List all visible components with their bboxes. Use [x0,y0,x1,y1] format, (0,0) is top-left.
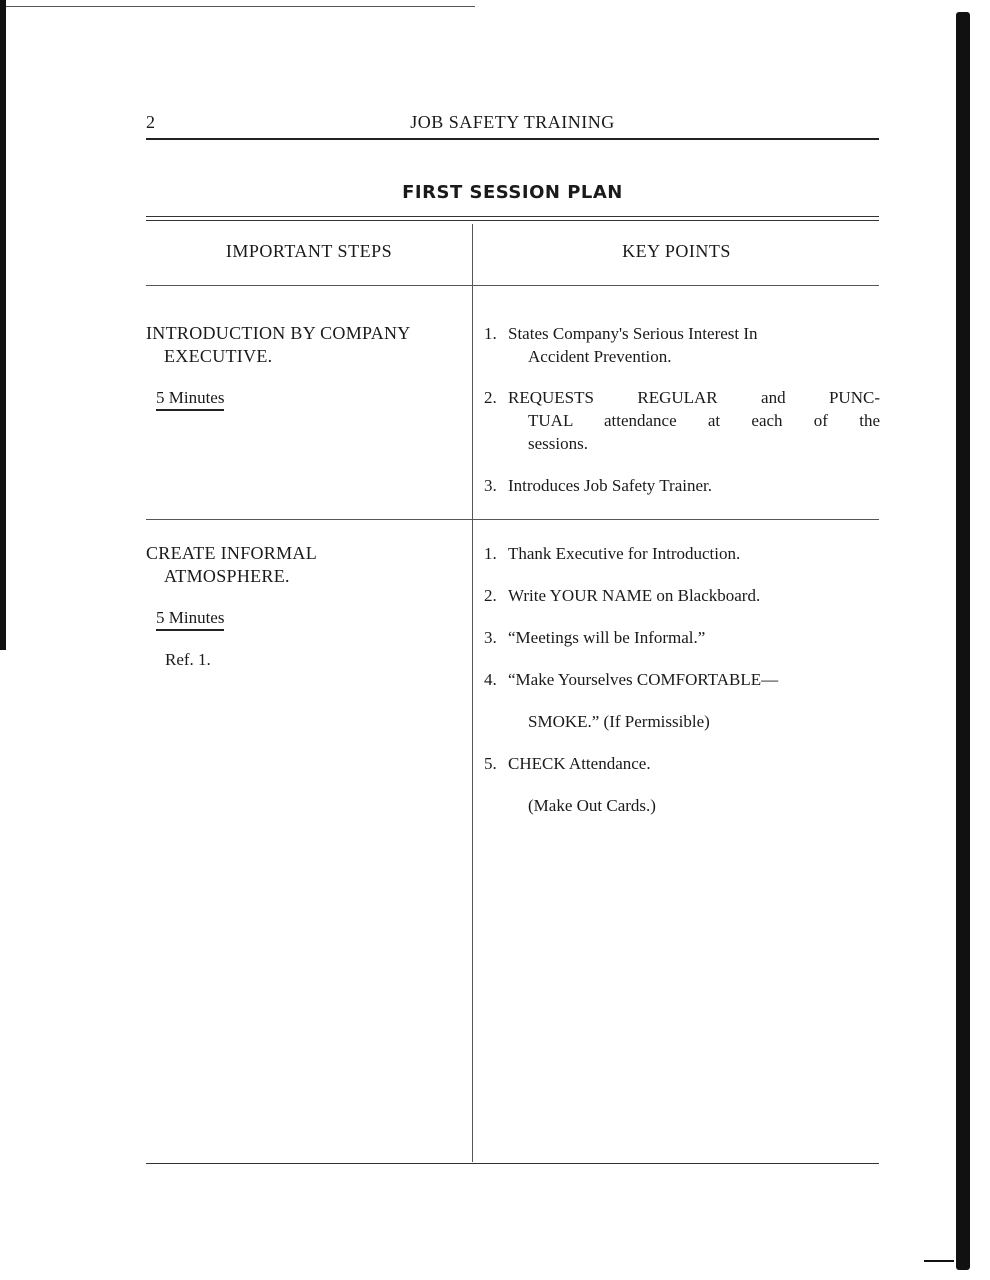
key-point-number: 3. [484,476,497,495]
key-point-number: 2. [484,586,497,605]
key-point-text: CHECK Attendance. [508,754,651,773]
key-point-text: “Make Yourselves COMFORTABLE— [508,670,779,689]
key-point [484,668,880,733]
key-point [484,584,880,607]
step-title [146,322,466,368]
scan-edge-line [0,6,475,7]
key-point-text: REQUESTS REGULAR and PUNC- [508,388,880,407]
key-point-text: Accident Prevention. [528,347,672,366]
step-duration: 5 Minutes [156,388,224,411]
key-point [484,474,880,497]
key-point-number: 1. [484,324,497,343]
key-point-text: Write YOUR NAME on Blackboard. [508,586,761,605]
scan-left-edge [0,0,6,650]
scan-right-edge [956,12,970,1270]
scan-corner-mark [924,1260,954,1262]
step-title-line: INTRODUCTION BY COMPANY [146,323,411,343]
table-bottom-rule [146,1163,879,1164]
key-point [484,752,880,817]
key-point-text: “Meetings will be Informal.” [508,628,706,647]
key-point-number: 5. [484,754,497,773]
key-point-number: 4. [484,670,497,689]
page-number: 2 [146,112,155,132]
key-point-text: TUAL attendance at each of the [528,411,880,430]
column-header-key-points: KEY POINTS [622,241,731,261]
column-divider [472,224,473,1162]
key-point-number: 2. [484,388,497,407]
key-point-text: States Company's Serious Interest In [508,324,758,343]
step-reference: Ref. 1. [165,650,211,669]
key-point-text: SMOKE.” (If Permissible) [528,712,710,731]
step-title-line: ATMOSPHERE. [164,566,290,586]
plan-title: FIRST SESSION PLAN [402,182,623,203]
table-top-rule [146,216,879,217]
table-header-rule [146,285,879,286]
key-point-text: sessions. [528,434,588,453]
column-header-steps: IMPORTANT STEPS [225,241,393,261]
running-head [146,112,879,140]
key-point-text: Introduces Job Safety Trainer. [508,476,712,495]
table-row-divider [146,519,879,520]
key-point [484,386,880,455]
key-point-text: Thank Executive for Introduction. [508,544,741,563]
step-title-line: EXECUTIVE. [164,346,273,366]
table-top-rule-double [146,220,879,221]
step-title-line: CREATE INFORMAL [146,543,318,563]
key-point-text: (Make Out Cards.) [528,796,656,815]
step-title [146,542,466,588]
key-point [484,322,880,368]
key-point [484,542,880,565]
step-duration: 5 Minutes [156,608,224,631]
key-point-number: 3. [484,628,497,647]
key-point-number: 1. [484,544,497,563]
running-title: JOB SAFETY TRAINING [410,112,615,132]
key-point [484,626,880,649]
